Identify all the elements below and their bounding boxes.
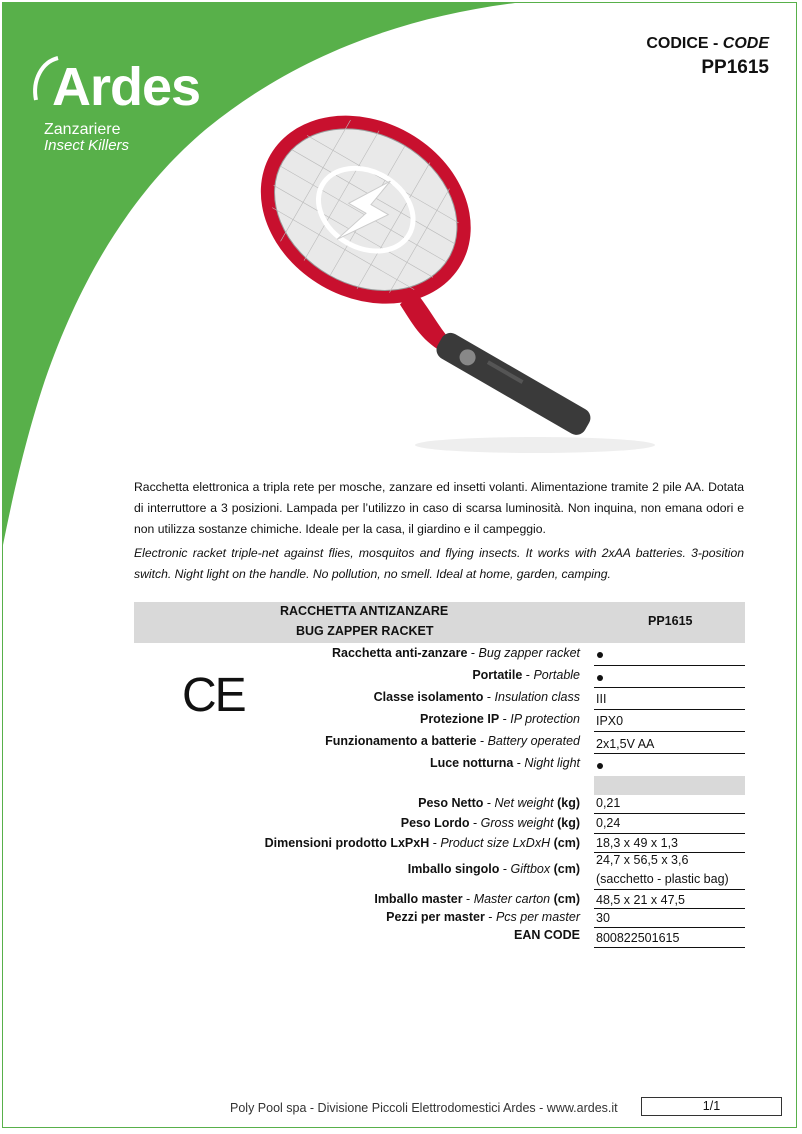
row-divider [594, 947, 745, 948]
spec-row-label: Dimensioni prodotto LxPxH - Product size LxDxH (cm) [264, 836, 580, 850]
bullet-icon [597, 763, 603, 769]
spec-row-label: Imballo singolo - Giftbox (cm) [407, 862, 580, 876]
spec-row-label: Peso Lordo - Gross weight (kg) [400, 816, 580, 830]
spec-row-label: Protezione IP - IP protection [419, 712, 580, 726]
bullet-icon [597, 652, 603, 658]
table-header-code: PP1615 [648, 614, 693, 628]
row-divider [594, 687, 745, 688]
empty-gray-cell [594, 776, 745, 795]
row-divider [594, 731, 745, 732]
spec-row-value: 18,3 x 49 x 1,3 [596, 836, 679, 850]
spec-row-value [596, 758, 744, 772]
spec-row-label: Imballo master - Master carton (cm) [374, 892, 580, 906]
spec-row-value: 0,21 [596, 796, 621, 810]
description-english: Electronic racket triple-net against flies, mosquitos and flying insects. It works with 2xAA batteries. 3-position switch. Night light on the handle. No pollution, no smell. Ideal at home, garden, camping. [134, 546, 744, 581]
spec-row-value [596, 670, 744, 684]
racket-image [245, 115, 675, 455]
spec-row-value: III [596, 692, 607, 706]
brand-subtitle-en: Insect Killers [44, 137, 130, 154]
footer-company: Poly Pool spa - Divisione Piccoli Elettrodomestici Ardes - www.ardes.it [230, 1101, 618, 1115]
spec-row-value: 48,5 x 21 x 47,5 [596, 893, 685, 907]
row-divider [594, 813, 745, 814]
ce-mark-icon: CE [182, 669, 245, 722]
row-divider [594, 927, 745, 928]
table-header-title-it: RACCHETTA ANTIZANZARE [280, 604, 449, 618]
code-label: CODICE - CODE [646, 35, 769, 52]
description-italian: Racchetta elettronica a tripla rete per mosche, zanzare ed insetti volanti. Alimentazione tramite 2 pile AA. Dotata di interruttore a 3 posizioni. Lampada per l’utilizzo in caso di scarsa luminosità. Non inquina, non emana odori e non utilizza sostanze chimiche. Ideale per la casa, il giardino e il campeggio. [134, 480, 744, 536]
row-divider [594, 889, 745, 890]
spec-row-label: Pezzi per master - Pcs per master [386, 910, 580, 924]
spec-row-label: Peso Netto - Net weight (kg) [418, 796, 580, 810]
row-divider [594, 908, 745, 909]
row-divider [594, 665, 745, 666]
brand-logo: Ardes [52, 57, 201, 117]
spec-row-label: Racchetta anti-zanzare - Bug zapper racket [331, 646, 580, 660]
spec-row-value: 24,7 x 56,5 x 3,6 [596, 853, 689, 867]
spec-row-label: Classe isolamento - Insulation class [373, 690, 580, 704]
row-divider [594, 753, 745, 754]
spec-row-value: IPX0 [596, 714, 624, 728]
spec-row-value [596, 647, 744, 661]
spec-row-value: 30 [596, 911, 610, 925]
ean-code-value: 800822501615 [596, 931, 680, 945]
spec-row-value: 2x1,5V AA [596, 737, 655, 751]
spec-row-value: 0,24 [596, 816, 621, 830]
bullet-icon [597, 675, 603, 681]
table-header-title-en: BUG ZAPPER RACKET [296, 624, 434, 638]
spec-row-label: Luce notturna - Night light [429, 756, 580, 770]
spec-row-value-note: (sacchetto - plastic bag) [596, 872, 729, 886]
row-divider [594, 833, 745, 834]
page-number: 1/1 [641, 1097, 782, 1116]
row-divider [594, 709, 745, 710]
spec-row-label: Portatile - Portable [472, 668, 580, 682]
brand-subtitle-it: Zanzariere [44, 121, 121, 138]
spec-row-label: Funzionamento a batterie - Battery operated [325, 734, 580, 748]
product-code: PP1615 [701, 57, 769, 78]
spec-row-label: EAN CODE [514, 928, 580, 942]
